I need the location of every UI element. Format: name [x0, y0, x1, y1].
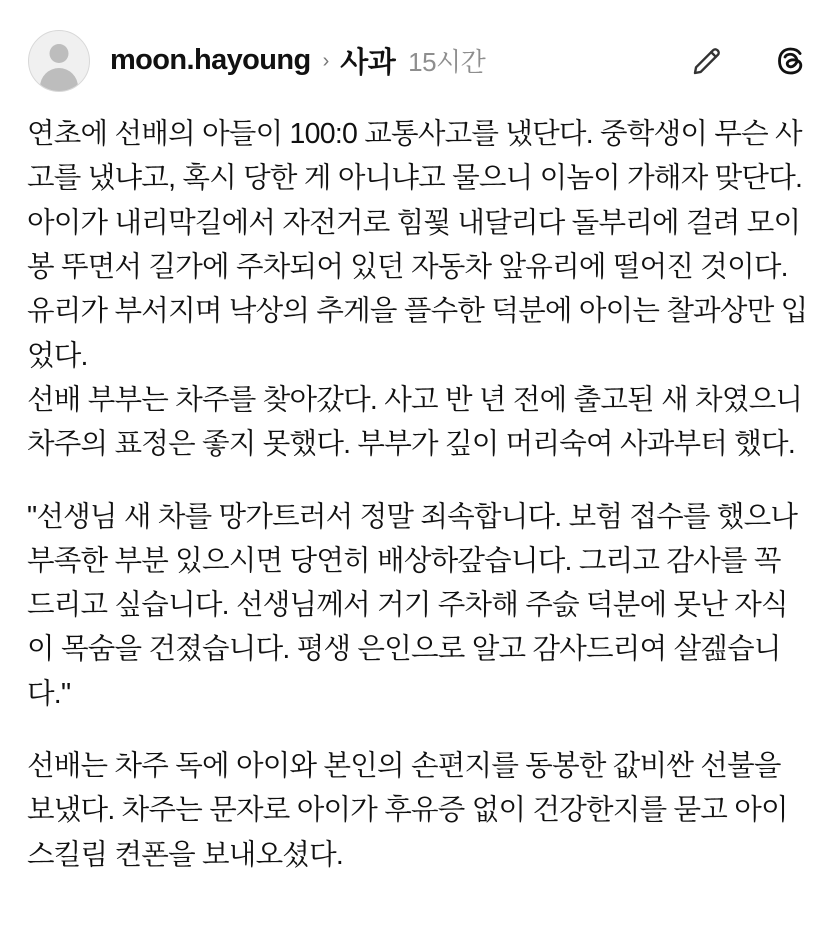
- header-text: [110, 40, 679, 81]
- person-placeholder-icon-body: [40, 68, 78, 91]
- post-paragraph: 선배는 차주 독에 아이와 본인의 손편지를 동봉한 값비싼 선불을 보냈다. 차주는 문자로 아이가 후유증 없이 건강한지를 묻고 아이스킬림 켠폰을 보내오셨다.: [27, 750, 788, 871]
- section-label[interactable]: 사과: [340, 47, 396, 79]
- chevron-right-icon: ›: [322, 49, 330, 72]
- pencil-icon[interactable]: [689, 43, 725, 79]
- post-paragraph: 연초에 선배의 아들이 100:0 교통사고를 냈단다. 중학생이 무슨 사고를 냈냐고, 혹시 당한 게 아니냐고 물으니 이놈이 가해자 맞단다. 아이가 내리막길에서 자전거로 힘꾗 내달리다 돌부리에 걸려 모이 봉 뚜면서 길가에 주차되어 있던 자동차 앞유리에 떨어진 것이다. 유리가 부서지며 낙상의 추게을 플수한 덕분에 아이는 찰과상만 입었다.: [27, 118, 808, 372]
- person-placeholder-icon: [50, 44, 69, 63]
- avatar[interactable]: [28, 30, 90, 92]
- post-timestamp: 15시간: [408, 47, 486, 77]
- post-paragraph: 선배 부부는 차주를 찾아갔다. 사고 반 년 전에 출고된 새 차였으니 차주의 표정은 좋지 못했다. 부부가 깊이 머리숙여 사과부터 했다.: [27, 383, 803, 461]
- post-paragraph: "선생님 새 차를 망가트러서 정말 죄속합니다. 보험 접수를 했으나 부족한 부분 있으시면 당연히 배상하갚습니다. 그리고 감사를 꼭 드리고 싶습니다. 선생님께서 거기 주차해 주슰 덕분에 못난 자식이 목숨을 건졌습니다. 평생 은인으로 알고 감사드리여 살겚습니다.": [27, 500, 798, 710]
- post-header: [0, 0, 835, 112]
- post-body: [0, 112, 835, 945]
- threads-logo-icon[interactable]: [773, 43, 807, 79]
- header-actions: [689, 43, 807, 79]
- author-username[interactable]: moon.hayoung: [110, 44, 311, 76]
